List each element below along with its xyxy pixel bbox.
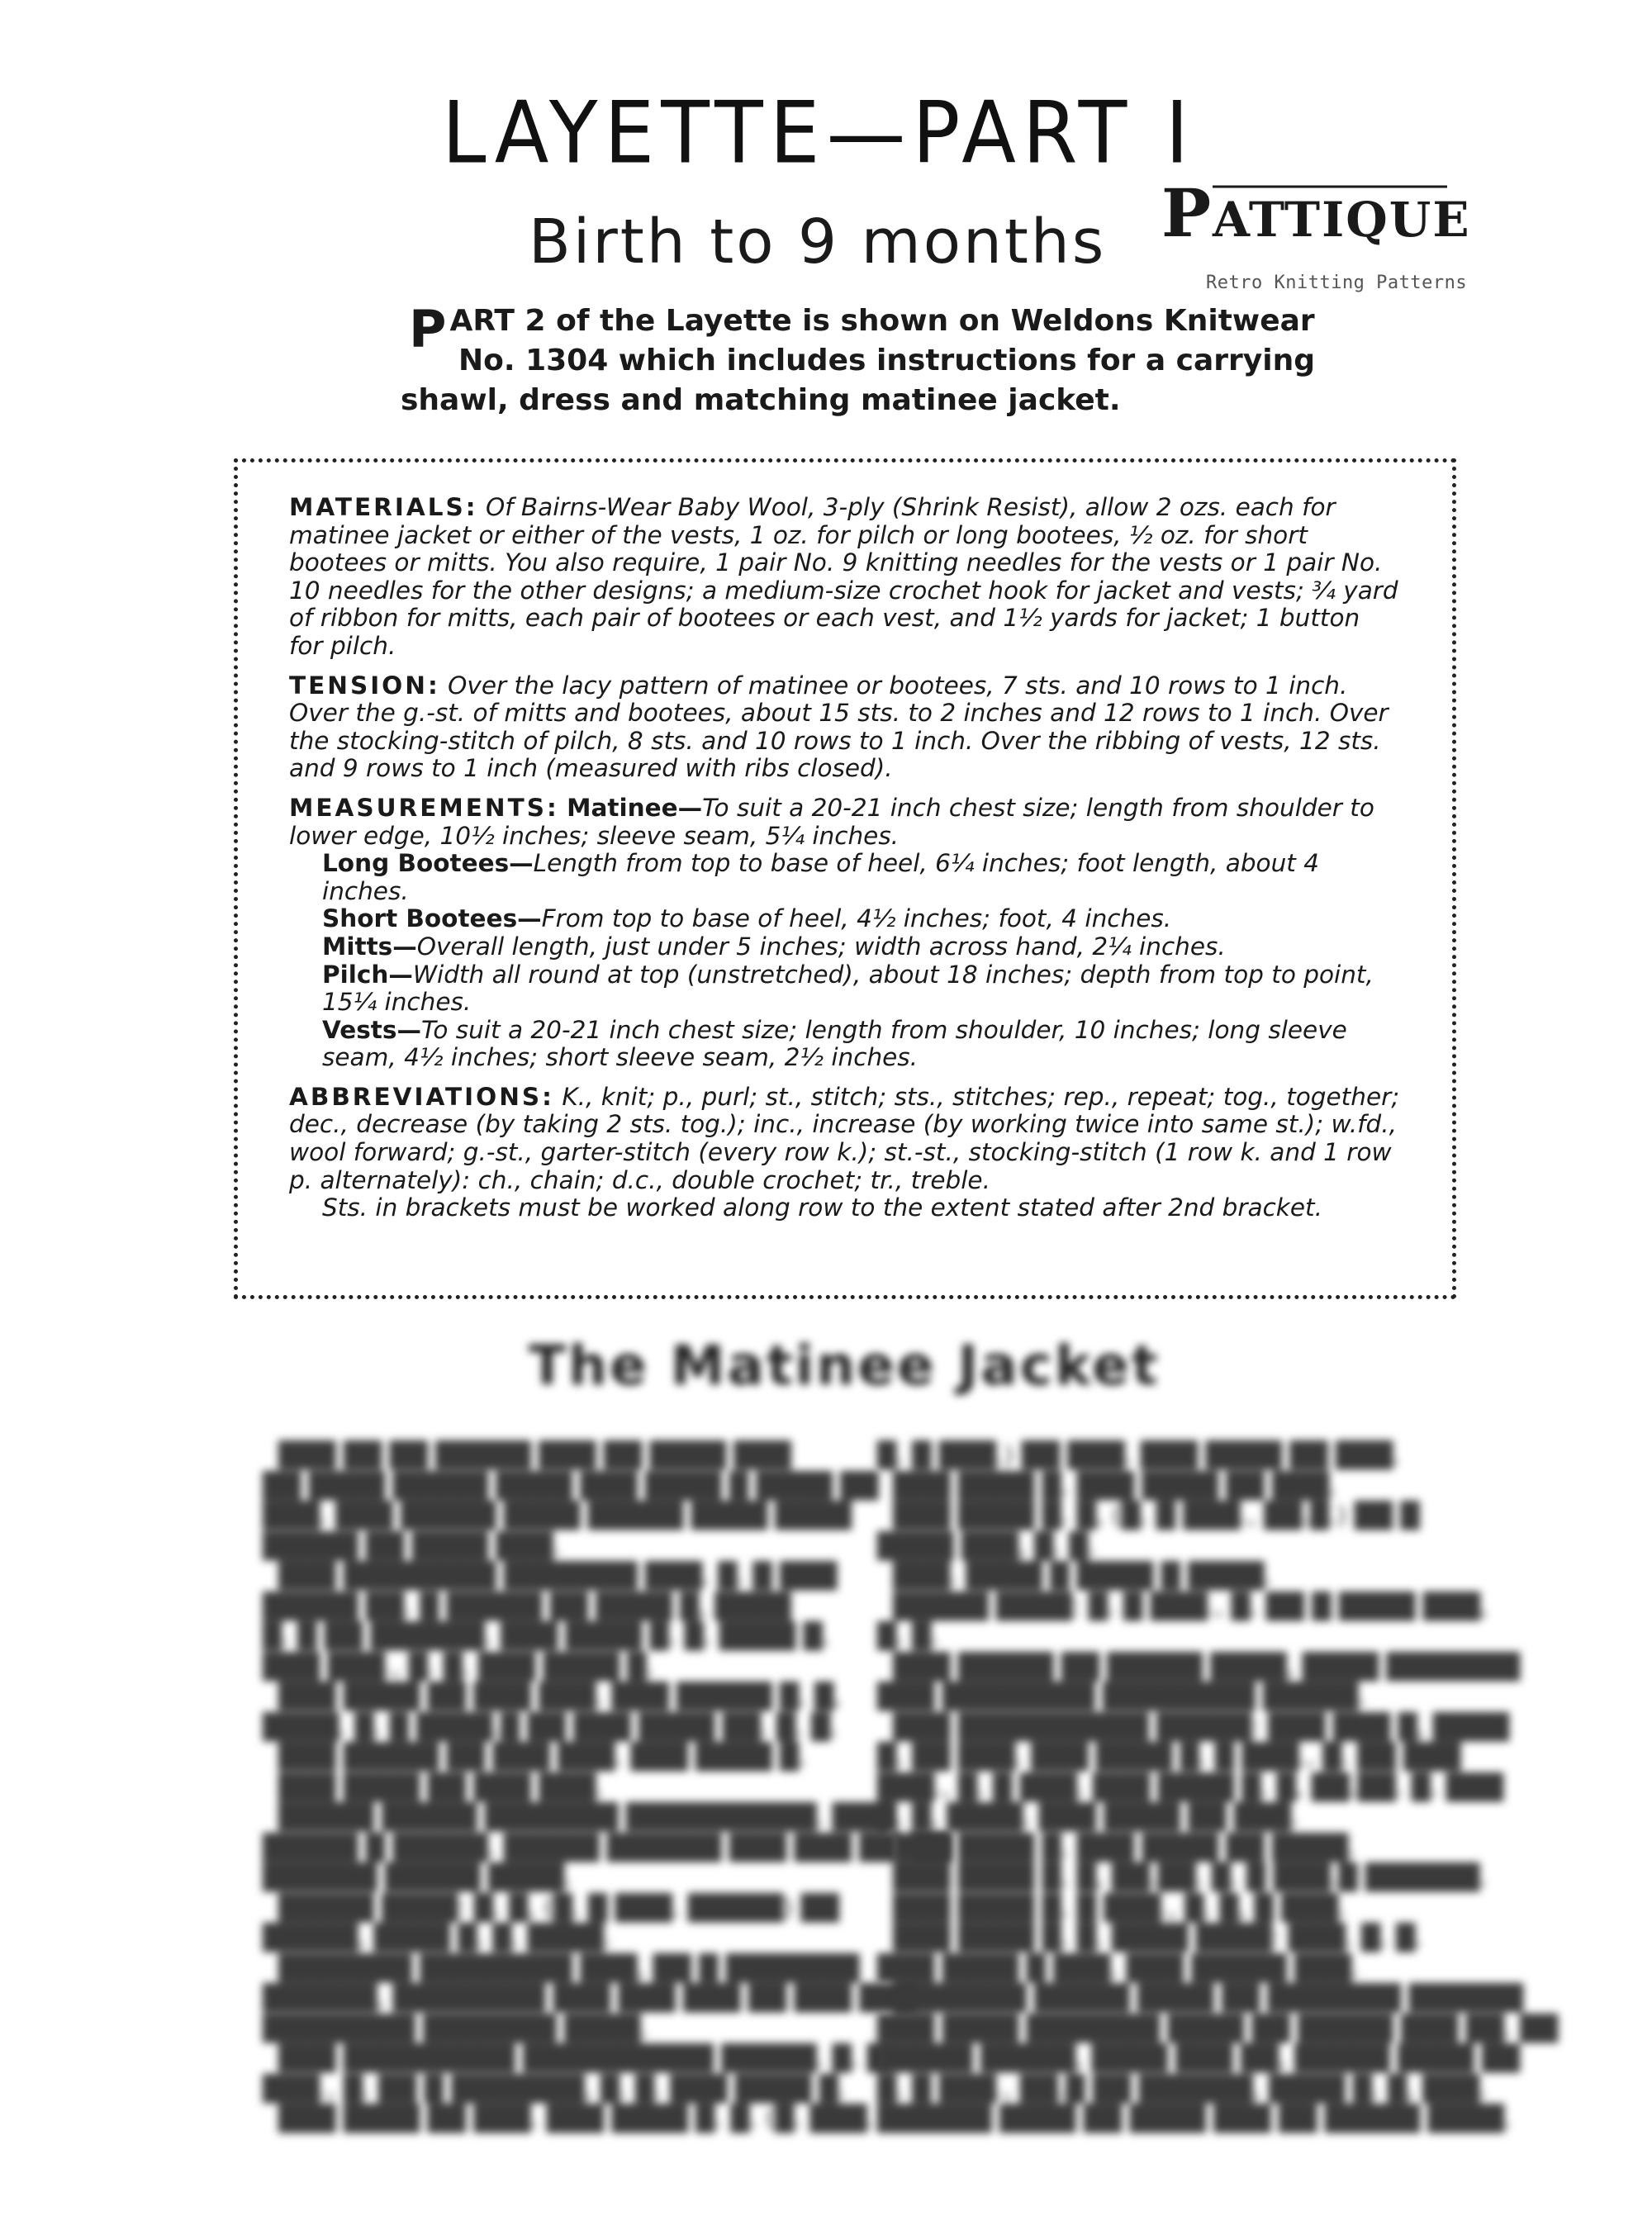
measurement-name: Pilch— <box>322 960 413 989</box>
materials-section <box>289 494 1400 661</box>
abbreviations-label: ABBREVIATIONS: <box>289 1082 554 1111</box>
pattique-logo <box>1158 172 1471 252</box>
intro-line: ART 2 of the Layette is shown on Weldons Knitwear <box>449 304 1315 338</box>
drop-cap: P <box>409 299 447 359</box>
measurements-label: MEASUREMENTS: <box>289 793 559 822</box>
tension-section <box>289 672 1400 783</box>
blurred-column-right: █. █ ███.) ██ ███. ███ ████ ██ ███. ███ ████ █. ███ ████ ██ ███. ███ ████ █. █, (█. █ ███., ██.█.) ██ █ ████ ███, █. █. ███. ████ █ ████ █ ████. █████ ████: █. █ ███., █. ██ █ ████ ███, █. █. ███ █████ ██ █████ ████, ████ ███████ ███ ████████ ████████ █████. ███ ██████████ █████: ███ ███ █, ████ █. ██ ███. ███ ████ █. █ ███., █. ██ ███ ███., █. █ ███. ███ ████ █. █, ██.██. █. ███ █. █, ████. ███ ████ ██ ███. ███ ████ █. ███ ████ ██ ████. ███ ████ █. █, ██.██. █. █ ███.█ ██████. ███ ████ █. █ ███., █. █, █ ███. ███ ████ █. █. ████ ████: ███. █. █. ███ ████ █ ███. ███ █████ ███. ███████ █████ ████ ██ ███████ ██████ ███ ████ ███████ ████ ██ █████ ███ ██. ██ █████ █████, ████ ███ ██, █████ ████ ██ █. █ ███., ██.█ ██ ██████, ████ █. █, ███. ██████ ████ ██ ████ ███ ██ █████ ████. <box>877 1441 1559 2133</box>
info-box <box>289 494 1400 1234</box>
measurement-name: Vests— <box>322 1015 421 1044</box>
measurements-section <box>289 795 1400 1072</box>
measurement-text: To suit a 20-21 inch chest size; length from shoulder, 10 inches; long sleeve seam, 4½ inches; short sleeve seam, 2½ inches. <box>322 1015 1347 1072</box>
measurement-text: From top to base of heel, 4½ inches; foot, 4 inches. <box>541 904 1172 933</box>
measurement-name: Short Bootees— <box>322 904 542 933</box>
svg-text:ATTIQUE: ATTIQUE <box>1213 192 1471 248</box>
intro-paragraph <box>401 299 1316 420</box>
tension-text: Over the lacy pattern of matinee or bootees, 7 sts. and 10 rows to 1 inch. Over the g.-st. of mitts and bootees, about 15 sts. to 2 inches and 12 rows to 1 inch. Over the stocking-stitch of pilch, 8 sts. and 10 rows to 1 inch. Over the ribbing of vests, 12 sts. and 9 rows to 1 inch (measured with ribs closed). <box>289 671 1389 783</box>
abbreviations-text: K., knit; p., purl; st., stitch; sts., stitches; rep., repeat; tog., together; dec., decrease (by taking 2 sts. tog.); inc., increase (by working twice into same st.); w.fd., wool forward; g.-st., garter-stitch (every row k.); st.-st., stocking-stitch (1 row k. and 1 row p. alternately): ch., chain; d.c., double crochet; tr., treble. <box>289 1082 1400 1194</box>
measurement-name: Matinee— <box>567 793 703 822</box>
page-subtitle: Birth to 9 months <box>529 206 1107 278</box>
blurred-column-left: ███ ██ ██ █████ ███ ██ ████ ███ ██ ████ █████ ████ ███ ████ █ ████ ██ ███. ███ █████ ████ █████ ████ ████ █████ ██ ████ ███. ███ ████████ ███████ ███. █. █ ███ █████ ██. █ █████ ██ ████ █, ████ █. █ ██ ██████. ███ ████ █. █. ████ █. ███ ███., █. █. ███ ████ █. ███ ████ ██ ███ ███. ███ █████ █. █, ████. █. █ ████.█ ██ ███ ████ ██. █. █. ███ █████ ██ ███ ███. ███ ████ █. ███ ████ ██ ███ ███. █████ █████ ███████ ██████████. ███. █████ █ █████. █████ ██████ ███ ███ ██. ██ ██████ █████ ████. █████ ████: █. █, (█. █ ███. █████) ██ █████, ████ █. █. ████. ███████ ████████ ███, ██ █ ███████ ██████, ████████ ███ ███ ███ ██ ███ ███ ████████ ███████ ████. ███ █████████ ██████████ █████. █. █ ███., █. ██ █ ███████, █. █. ███ ████ █. ███ ████ ██ ███. ███ ████ █. █. (█. ███. <box>263 1441 952 2133</box>
measurement-text: To suit a 20-21 inch chest size; length from shoulder to lower edge, 10½ inches; sleeve seam, 5¼ inches. <box>289 793 1374 850</box>
measurement-name: Long Bootees— <box>322 849 534 878</box>
abbreviations-note: Sts. in brackets must be worked along row to the extent stated after 2nd bracket. <box>322 1193 1322 1222</box>
svg-text:P: P <box>1161 174 1212 252</box>
measurement-text: Length from top to base of heel, 6¼ inches; foot length, about 4 inches. <box>322 849 1320 905</box>
blurred-section-heading: The Matinee Jacket <box>529 1334 1161 1397</box>
measurement-text: Overall length, just under 5 inches; width across hand, 2¼ inches. <box>416 932 1226 961</box>
materials-label: MATERIALS: <box>289 493 478 521</box>
intro-line: shawl, dress and matching matinee jacket. <box>401 383 1121 417</box>
measurement-text: Width all round at top (unstretched), about 18 inches; depth from top to point, 15¼ inches. <box>322 960 1374 1017</box>
tension-label: TENSION: <box>289 671 440 700</box>
materials-text: Of Bairns-Wear Baby Wool, 3-ply (Shrink Resist), allow 2 ozs. each for matinee jacket or either of the vests, 1 oz. for pilch or long bootees, ½ oz. for short bootees or mitts. You also require, 1 pair No. 9 knitting needles for the vests or 1 pair No. 10 needles for the other designs; a medium-size crochet hook for jacket and vests; ¾ yard of ribbon for mitts, each pair of bootees or each vest, and 1½ yards for jacket; 1 button for pilch. <box>289 493 1398 660</box>
measurement-name: Mitts— <box>322 932 417 961</box>
logo-tagline: Retro Knitting Patterns <box>1206 273 1468 293</box>
intro-line: No. 1304 which includes instructions for a carrying <box>458 344 1316 377</box>
abbreviations-section <box>289 1084 1400 1222</box>
page-title: LAYETTE—PART I <box>442 83 1196 183</box>
